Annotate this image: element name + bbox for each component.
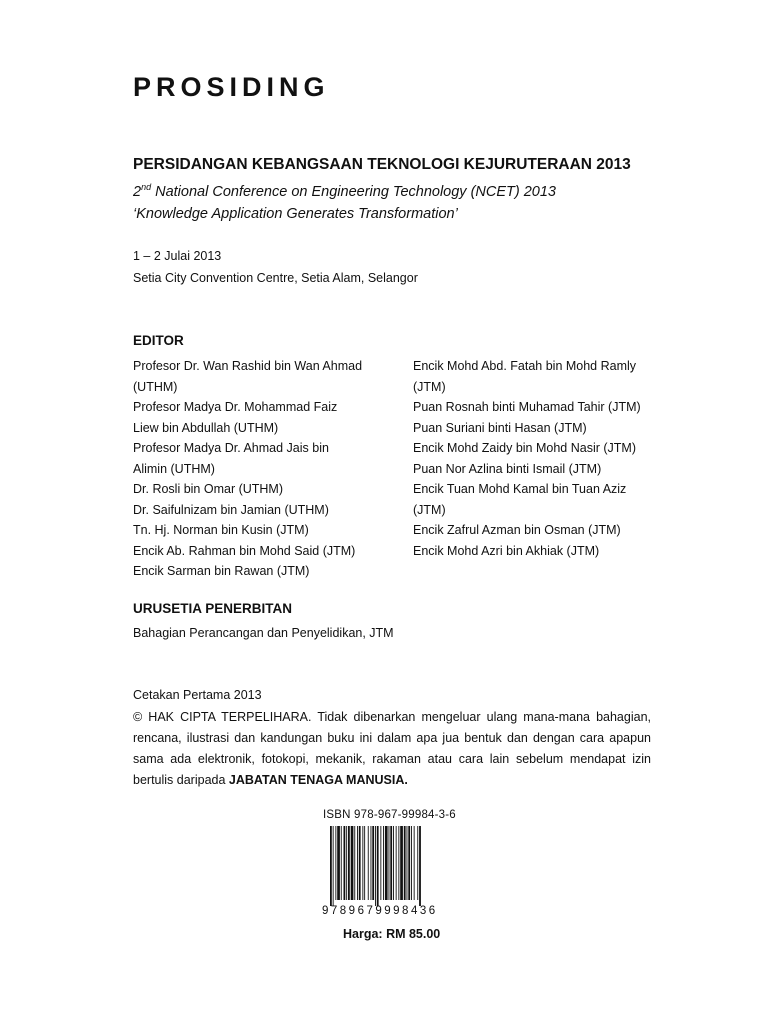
barcode-bar: [408, 826, 410, 900]
copyright-notice: [133, 707, 651, 791]
editor-line: Encik Ab. Rahman bin Mohd Said (JTM): [133, 543, 356, 558]
barcode-bar: [385, 826, 388, 900]
editor-line: Encik Sarman bin Rawan (JTM): [133, 564, 310, 578]
publication-heading: URUSETIA PENERBITAN: [133, 601, 293, 616]
barcode-bar: [354, 826, 355, 900]
barcode-bar: [419, 826, 421, 906]
conference-venue: Setia City Convention Centre, Setia Alam, Selangor: [133, 271, 418, 285]
editor-line: (UTHM): [133, 379, 178, 394]
conference-name-rest: National Conference on Engineering Technology (NCET) 2013: [151, 183, 556, 200]
barcode-bar: [348, 826, 350, 900]
editor-list-right: [413, 356, 663, 561]
barcode-bar: [333, 826, 334, 906]
barcode-bar: [344, 826, 346, 900]
conference-date: 1 – 2 Julai 2013: [133, 249, 222, 263]
barcode-bar: [351, 826, 354, 900]
isbn-label: ISBN 978-967-99984-3-6: [323, 809, 456, 821]
barcode-bar: [372, 826, 374, 900]
barcode-bar: [380, 826, 381, 900]
editor-line: (JTM): [413, 502, 446, 517]
editor-line: Dr. Rosli bin Omar (UTHM): [133, 482, 284, 496]
copyright-holder: JABATAN TENAGA MANUSIA.: [228, 773, 408, 787]
editor-line: Encik Mohd Abd. Fatah bin Mohd Ramly: [413, 359, 637, 373]
barcode-digits: 9789679998436: [322, 905, 438, 917]
conference-theme: ‘Knowledge Application Generates Transformation’: [133, 206, 458, 222]
editor-line: Encik Mohd Zaidy bin Mohd Nasir (JTM): [413, 441, 636, 455]
barcode-bar: [383, 826, 384, 900]
conference-name-malay: PERSIDANGAN KEBANGSAAN TEKNOLOGI KEJURUTERAAN 2013: [133, 156, 631, 173]
copyright-text: © HAK CIPTA TERPELIHARA. Tidak dibenarkan mengeluar ulang mana-mana bahagian, rencana, ilustrasi dan kandungan buku ini dalam apa jua bentuk dan dengan cara apapun sama ada elektronik, fotokopi, mekanik, rakaman atau cara lain sebelum mendapat izin bertulis daripada: [133, 710, 651, 787]
barcode-bar: [407, 826, 408, 900]
editor-line: Dr. Saifulnizam bin Jamian (UTHM): [133, 502, 329, 517]
barcode-bar: [362, 826, 363, 900]
barcode-bar: [337, 826, 340, 900]
barcode-bar: [393, 826, 394, 900]
editor-heading: EDITOR: [133, 333, 184, 348]
barcode-bar: [400, 826, 403, 900]
editor-line: Alimin (UTHM): [133, 461, 215, 476]
editor-line: Puan Suriani binti Hasan (JTM): [413, 420, 587, 435]
barcode-bar: [389, 826, 390, 900]
page-title: PROSIDING: [133, 72, 330, 102]
barcode-bar: [417, 826, 418, 900]
editor-line: Profesor Madya Dr. Mohammad Faiz: [133, 400, 338, 414]
editor-line: Tn. Hj. Norman bin Kusin (JTM): [133, 523, 309, 537]
barcode-bar: [414, 826, 415, 900]
editor-list-left: [133, 356, 398, 582]
isbn-barcode: [330, 826, 452, 906]
barcode-bar: [335, 826, 336, 900]
barcode-bar: [375, 826, 376, 906]
editor-line: Encik Tuan Mohd Kamal bin Tuan Aziz: [413, 482, 627, 496]
barcode-bar: [404, 826, 406, 900]
barcode-bar: [396, 826, 397, 900]
barcode-bar: [357, 826, 358, 900]
editor-line: Puan Nor Azlina binti Ismail (JTM): [413, 461, 602, 476]
barcode-bar: [398, 826, 399, 900]
editor-line: (JTM): [413, 379, 446, 394]
conference-ordinal-suffix: nd: [141, 182, 152, 192]
barcode-bar: [368, 826, 369, 900]
barcode-bar: [330, 826, 332, 906]
barcode-bar: [377, 826, 379, 906]
price-label: Harga: RM 85.00: [343, 927, 441, 941]
conference-ordinal-number: 2: [133, 183, 142, 200]
barcode-bar: [411, 826, 412, 900]
editor-line: Encik Mohd Azri bin Akhiak (JTM): [413, 543, 600, 558]
barcode-bar: [341, 826, 342, 900]
print-edition: Cetakan Pertama 2013: [133, 688, 262, 702]
conference-name-english: [133, 182, 556, 200]
barcode-bar: [359, 826, 361, 900]
barcode-bar: [346, 826, 347, 900]
editor-line: Puan Rosnah binti Muhamad Tahir (JTM): [413, 400, 641, 414]
barcode-bar: [371, 826, 372, 900]
editor-line: Encik Zafrul Azman bin Osman (JTM): [413, 523, 621, 537]
editor-line: Profesor Dr. Wan Rashid bin Wan Ahmad: [133, 359, 363, 373]
barcode-bar: [390, 826, 392, 900]
barcode-bar: [364, 826, 365, 900]
editor-line: Liew bin Abdullah (UTHM): [133, 420, 279, 435]
editor-line: Profesor Madya Dr. Ahmad Jais bin: [133, 441, 329, 455]
publication-unit: Bahagian Perancangan dan Penyelidikan, JTM: [133, 626, 394, 640]
